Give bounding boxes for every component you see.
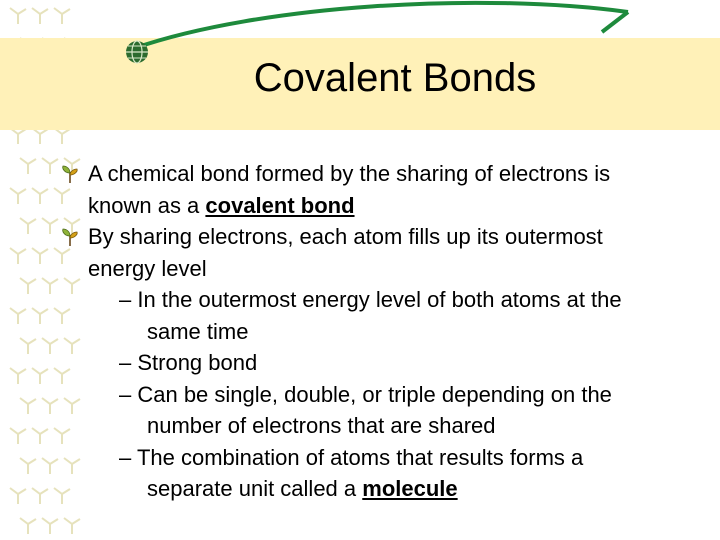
sub-bullet-item	[88, 379, 660, 442]
sub-bullet-item	[88, 284, 660, 347]
bullet-item	[60, 158, 660, 221]
sub-bullet-item	[88, 442, 660, 505]
text-run: – Can be single, double, or triple depending on the number of electrons that are shared	[119, 381, 612, 438]
text-run: – In the outermost energy level of both atoms at the same time	[119, 287, 622, 344]
text-run: – Strong bond	[119, 350, 258, 375]
key-term: covalent bond	[205, 192, 355, 218]
slide-title: Covalent Bonds	[253, 56, 537, 100]
leaf-sprout-icon	[60, 227, 80, 247]
text-run: By sharing electrons, each atom fills up its outermost energy level	[88, 224, 603, 281]
text-run: – The combination of atoms that results forms a separate unit called a	[119, 444, 584, 501]
leaf-sprout-icon	[60, 164, 80, 184]
bullet-item	[60, 221, 660, 284]
key-term: molecule	[362, 476, 458, 501]
green-swoosh-hook	[602, 12, 628, 32]
sub-bullet-item	[88, 347, 660, 379]
text-run: A chemical bond formed by the sharing of electrons is known as a	[88, 161, 611, 218]
slide-body	[60, 158, 660, 505]
green-swoosh-line	[135, 3, 628, 48]
